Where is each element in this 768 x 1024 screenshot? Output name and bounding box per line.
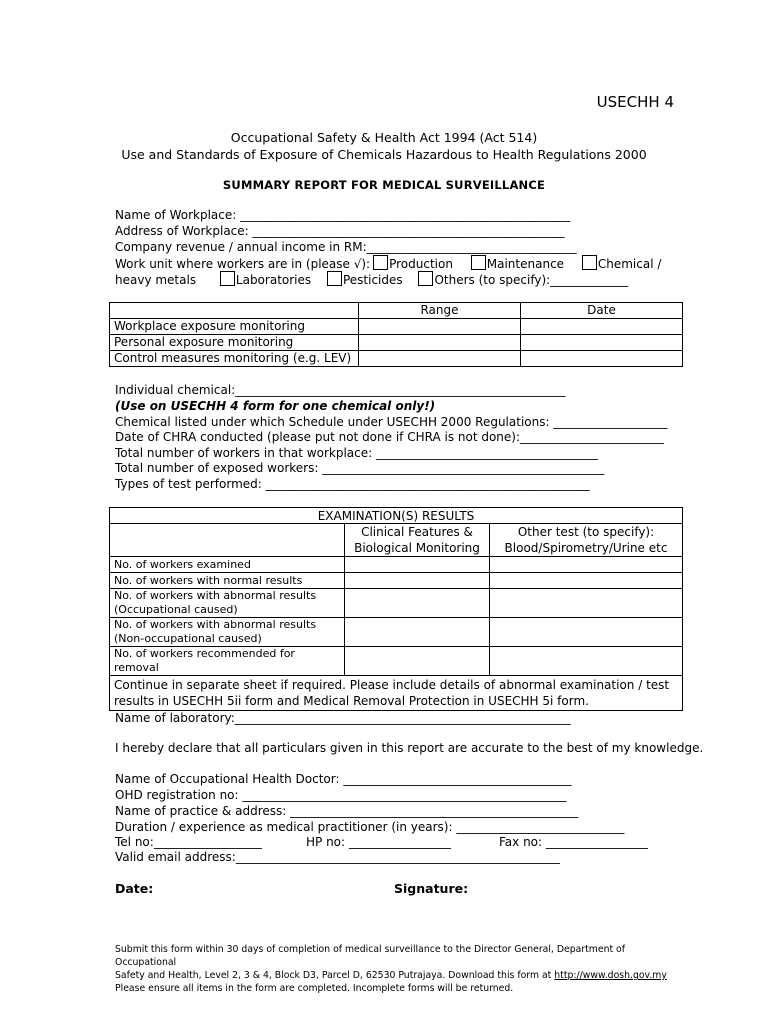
others-checkbox[interactable]	[418, 271, 433, 286]
clinical-cell[interactable]	[345, 557, 490, 573]
monitoring-header-range: Range	[359, 303, 521, 319]
individual-chemical-field[interactable]: Individual chemical:_______________________________________________________	[115, 383, 566, 397]
chemical-label: Chemical /	[597, 257, 662, 271]
exam-row-label: No. of workers with normal results	[110, 573, 345, 589]
maintenance-label: Maintenance	[486, 257, 565, 271]
exam-row-label: No. of workers with abnormal results (Occupational caused)	[110, 589, 345, 618]
other-test-cell[interactable]	[490, 589, 683, 618]
footer-line3: Please ensure all items in the form are completed. Incomplete forms will be returned.	[115, 983, 514, 994]
monitoring-table	[109, 302, 683, 367]
ohd-registration-field[interactable]: OHD registration no: ______________________________________________________	[115, 788, 567, 802]
report-title: SUMMARY REPORT FOR MEDICAL SURVEILLANCE	[222, 178, 546, 192]
footer-instructions	[115, 943, 685, 995]
exam-row-label: No. of workers with abnormal results (Non-occupational caused)	[110, 618, 345, 647]
clinical-cell[interactable]	[345, 589, 490, 618]
regulation-title: Use and Standards of Exposure of Chemicals Hazardous to Health Regulations 2000	[121, 147, 647, 162]
exam-note-line1: Continue in separate sheet if required. Please include details of abnormal examination / test	[114, 678, 670, 692]
exposed-workers-field[interactable]: Total number of exposed workers: _______________________________________________	[115, 461, 605, 475]
company-revenue-field[interactable]: Company revenue / annual income in RM:___________________________________	[115, 240, 577, 254]
form-code: USECHH 4	[596, 93, 674, 111]
chemical-checkbox[interactable]	[582, 255, 597, 270]
monitoring-header-date: Date	[521, 303, 683, 319]
production-checkbox[interactable]	[373, 255, 388, 270]
monitoring-label: Workplace exposure monitoring	[110, 319, 359, 335]
date-cell[interactable]	[521, 351, 683, 367]
experience-duration-field[interactable]: Duration / experience as medical practitioner (in years): ____________________________	[115, 820, 625, 834]
workplace-address-field[interactable]: Address of Workplace: ____________________________________________________	[115, 224, 565, 238]
laboratories-checkbox[interactable]	[220, 271, 235, 286]
exam-row-label: No. of workers recommended for removal	[110, 647, 345, 676]
date-cell[interactable]	[521, 319, 683, 335]
monitoring-label: Control measures monitoring (e.g. LEV)	[110, 351, 359, 367]
exam-note-line2: results in USECHH 5ii form and Medical Removal Protection in USECHH 5i form.	[114, 694, 589, 708]
table-row	[110, 589, 683, 618]
work-unit-row-2	[115, 271, 628, 288]
range-cell[interactable]	[359, 319, 521, 335]
doctor-name-field[interactable]: Name of Occupational Health Doctor: ______________________________________	[115, 772, 572, 786]
exam-header-clinical-l1: Clinical Features &	[361, 525, 473, 539]
total-workers-field[interactable]: Total number of workers in that workplace: _____________________________________	[115, 446, 598, 460]
date-label: Date:	[115, 881, 154, 896]
declaration-text: I hereby declare that all particulars given in this report are accurate to the best of my knowledge.	[115, 741, 704, 755]
test-types-field[interactable]: Types of test performed: ______________________________________________________	[115, 477, 590, 491]
clinical-cell[interactable]	[345, 618, 490, 647]
exam-header-other	[490, 524, 683, 557]
table-row	[110, 557, 683, 573]
exam-header-clinical-l2: Biological Monitoring	[354, 541, 480, 555]
production-label: Production	[389, 257, 453, 271]
footer-line1: Submit this form within 30 days of completion of medical surveillance to the Director General, Department of Occupational	[115, 944, 626, 968]
other-test-cell[interactable]	[490, 573, 683, 589]
table-row	[110, 647, 683, 676]
monitoring-label: Personal exposure monitoring	[110, 335, 359, 351]
workplace-name-field[interactable]: Name of Workplace: _______________________________________________________	[115, 208, 571, 222]
monitoring-header-empty	[110, 303, 359, 319]
range-cell[interactable]	[359, 351, 521, 367]
exam-header-other-l1: Other test (to specify):	[517, 525, 655, 539]
schedule-field[interactable]: Chemical listed under which Schedule under USECHH 2000 Regulations: ___________________	[115, 415, 668, 429]
other-test-cell[interactable]	[490, 557, 683, 573]
exam-table-title: EXAMINATION(S) RESULTS	[110, 508, 683, 524]
laboratory-name-field[interactable]: Name of laboratory:________________________________________________________	[115, 711, 571, 725]
pesticides-label: Pesticides	[342, 273, 403, 287]
table-row	[110, 351, 683, 367]
tel-field[interactable]: Tel no:__________________	[115, 835, 262, 849]
heavy-metals-label: heavy metals	[115, 273, 197, 287]
one-chemical-note: (Use on USECHH 4 form for one chemical only!)	[115, 399, 436, 413]
signature-label: Signature:	[394, 881, 469, 896]
exam-row-label: No. of workers examined	[110, 557, 345, 573]
examination-table	[109, 507, 683, 711]
table-row	[110, 335, 683, 351]
hp-field[interactable]: HP no: _________________	[306, 835, 451, 849]
email-field[interactable]: Valid email address:______________________________________________________	[115, 850, 560, 864]
work-unit-row	[115, 255, 661, 272]
exam-header-clinical	[345, 524, 490, 557]
laboratories-label: Laboratories	[235, 273, 312, 287]
footer-line2: Safety and Health, Level 2, 3 & 4, Block D3, Parcel D, 62530 Putrajaya. Download this form at http://www.dosh.gov.my	[115, 970, 667, 981]
table-row	[110, 618, 683, 647]
table-row	[110, 319, 683, 335]
clinical-cell[interactable]	[345, 573, 490, 589]
date-cell[interactable]	[521, 335, 683, 351]
range-cell[interactable]	[359, 335, 521, 351]
table-row	[110, 573, 683, 589]
other-test-cell[interactable]	[490, 618, 683, 647]
pesticides-checkbox[interactable]	[327, 271, 342, 286]
others-label[interactable]: Others (to specify):_____________	[434, 273, 629, 287]
work-unit-label: Work unit where workers are in (please √):	[115, 257, 371, 271]
dosh-link[interactable]: http://www.dosh.gov.my	[554, 970, 667, 981]
clinical-cell[interactable]	[345, 647, 490, 676]
act-title: Occupational Safety & Health Act 1994 (Act 514)	[230, 130, 538, 145]
exam-table-note	[110, 676, 683, 711]
practice-address-field[interactable]: Name of practice & address: ________________________________________________	[115, 804, 579, 818]
exam-header-other-l2: Blood/Spirometry/Urine etc	[504, 541, 668, 555]
chra-date-field[interactable]: Date of CHRA conducted (please put not done if CHRA is not done):________________________	[115, 430, 665, 444]
maintenance-checkbox[interactable]	[471, 255, 486, 270]
exam-header-empty	[110, 524, 345, 557]
other-test-cell[interactable]	[490, 647, 683, 676]
fax-field[interactable]: Fax no: _________________	[499, 835, 648, 849]
